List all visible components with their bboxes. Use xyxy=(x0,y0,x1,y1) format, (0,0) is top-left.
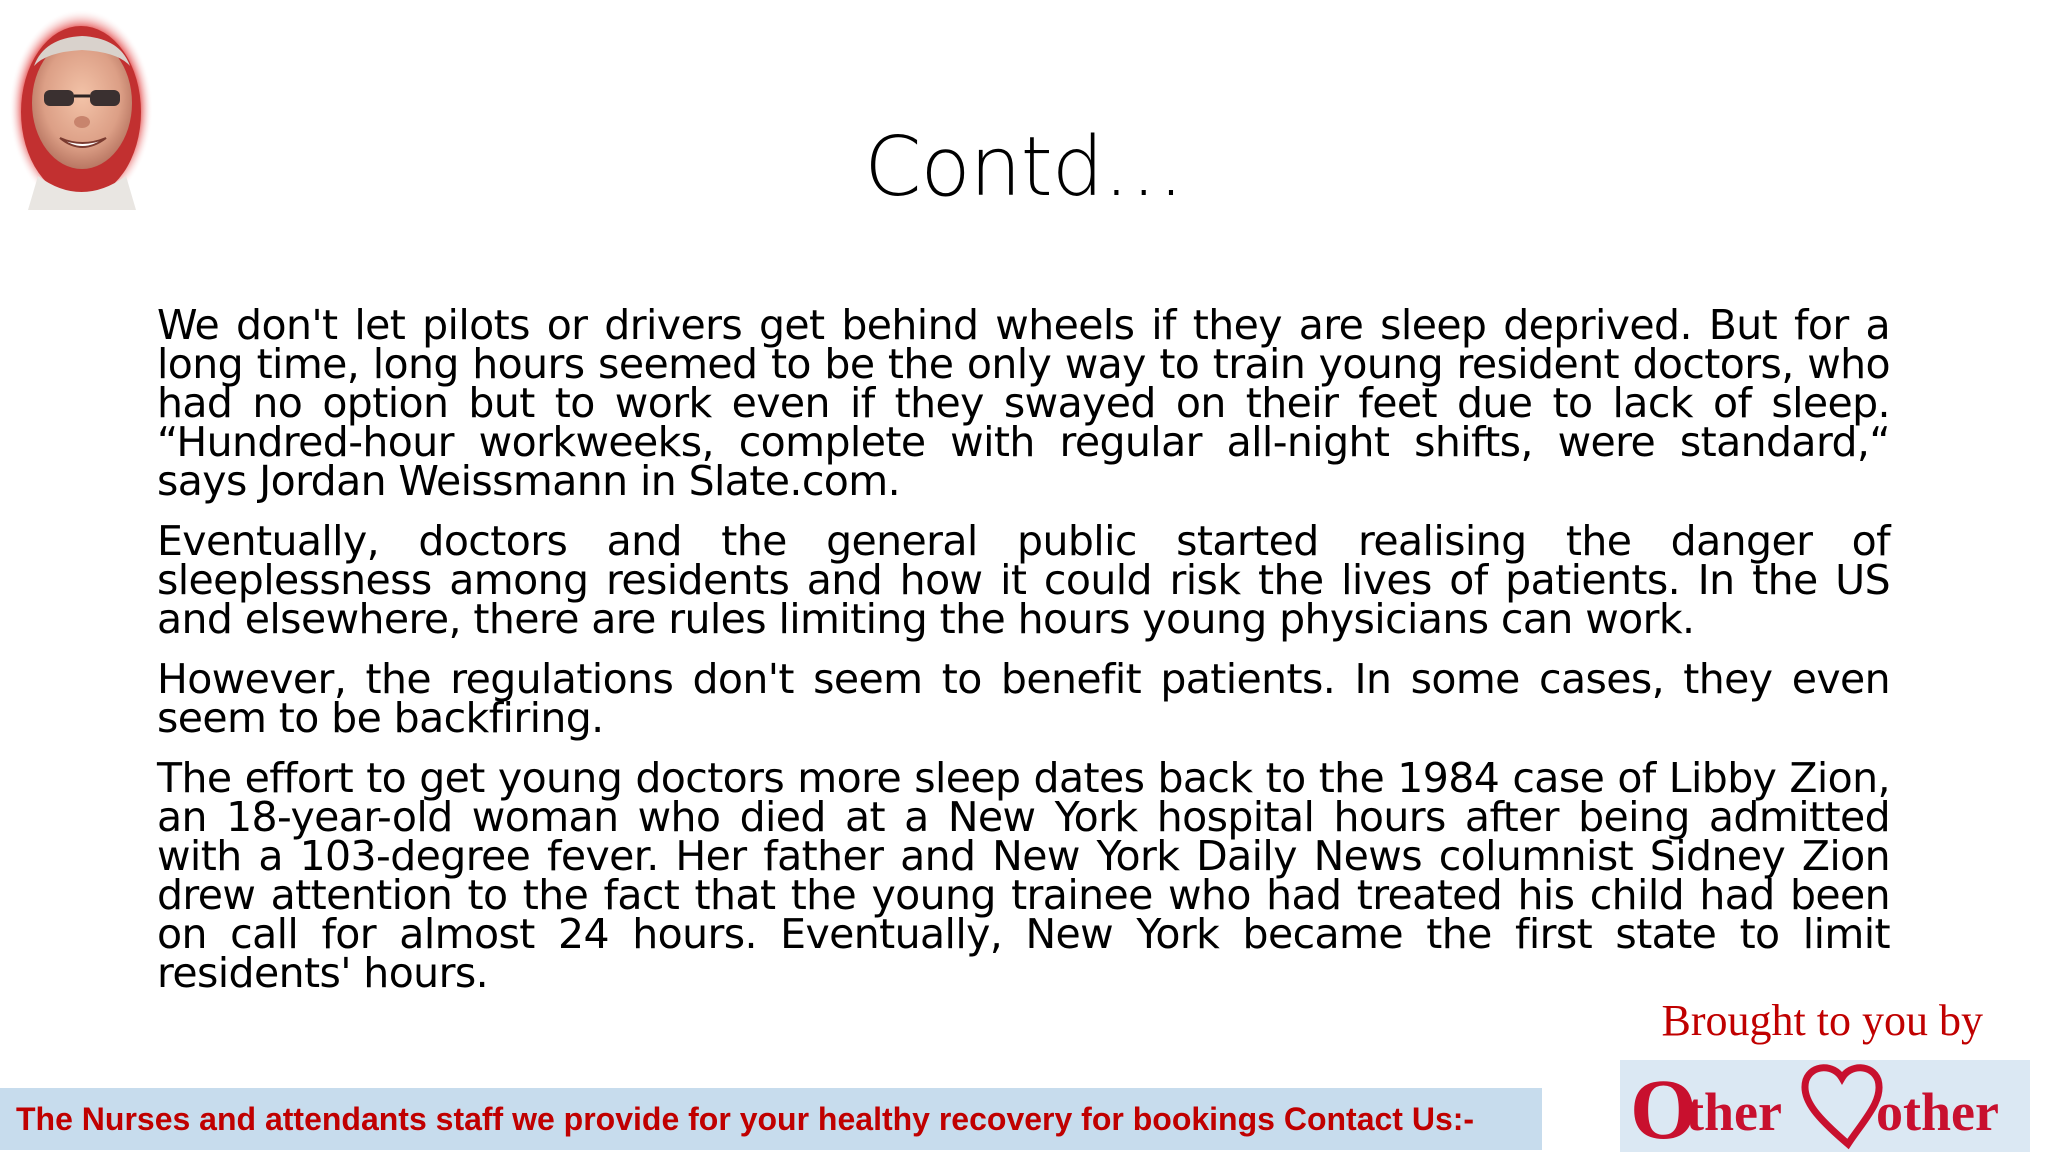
contact-banner xyxy=(0,1088,1542,1150)
othermother-logo-image xyxy=(1620,1060,2030,1152)
contact-banner-text: The Nurses and attendants staff we provide for your healthy recovery for bookings Contact Us:- xyxy=(16,1101,1475,1137)
paragraph-4: The effort to get young doctors more sleep dates back to the 1984 case of Libby Zion, an 18-year-old woman who died at a New York hospital hours after being admitted with a 103-degree fever. Her father and New York Daily News columnist Sidney Zion drew attention to the fact that the young trainee who had treated his child had been on call for almost 24 hours. Eventually, New York became the first state to limit residents' hours. xyxy=(157,754,1890,997)
paragraph-3: However, the regulations don't seem to benefit patients. In some cases, they even seem to be backfiring. xyxy=(157,655,1890,742)
svg-text:ther: ther xyxy=(1686,1082,1782,1142)
slide-title: Contd… xyxy=(864,120,1184,215)
othermother-logo xyxy=(1620,1060,2030,1152)
heart-icon xyxy=(1805,1068,1879,1144)
paragraph-2: Eventually, doctors and the general public started realising the danger of sleeplessness among residents and how it could risk the lives of patients. In the US and elsewhere, there are rules limiting the hours young physicians can work. xyxy=(157,517,1890,643)
slide-body xyxy=(157,301,1890,1014)
svg-text:O: O xyxy=(1630,1061,1697,1152)
brought-to-you-label: Brought to you by xyxy=(1661,996,1983,1045)
paragraph-1: We don't let pilots or drivers get behind wheels if they are sleep deprived. But for a long time, long hours seemed to be the only way to train young resident doctors, who had no option but to work even if they swayed on their feet due to lack of sleep. “Hundred-hour workweeks, complete with regular all-night shifts, were standard,“ says Jordan Weissmann in Slate.com. xyxy=(157,301,1890,505)
svg-text:other: other xyxy=(1876,1082,1999,1142)
